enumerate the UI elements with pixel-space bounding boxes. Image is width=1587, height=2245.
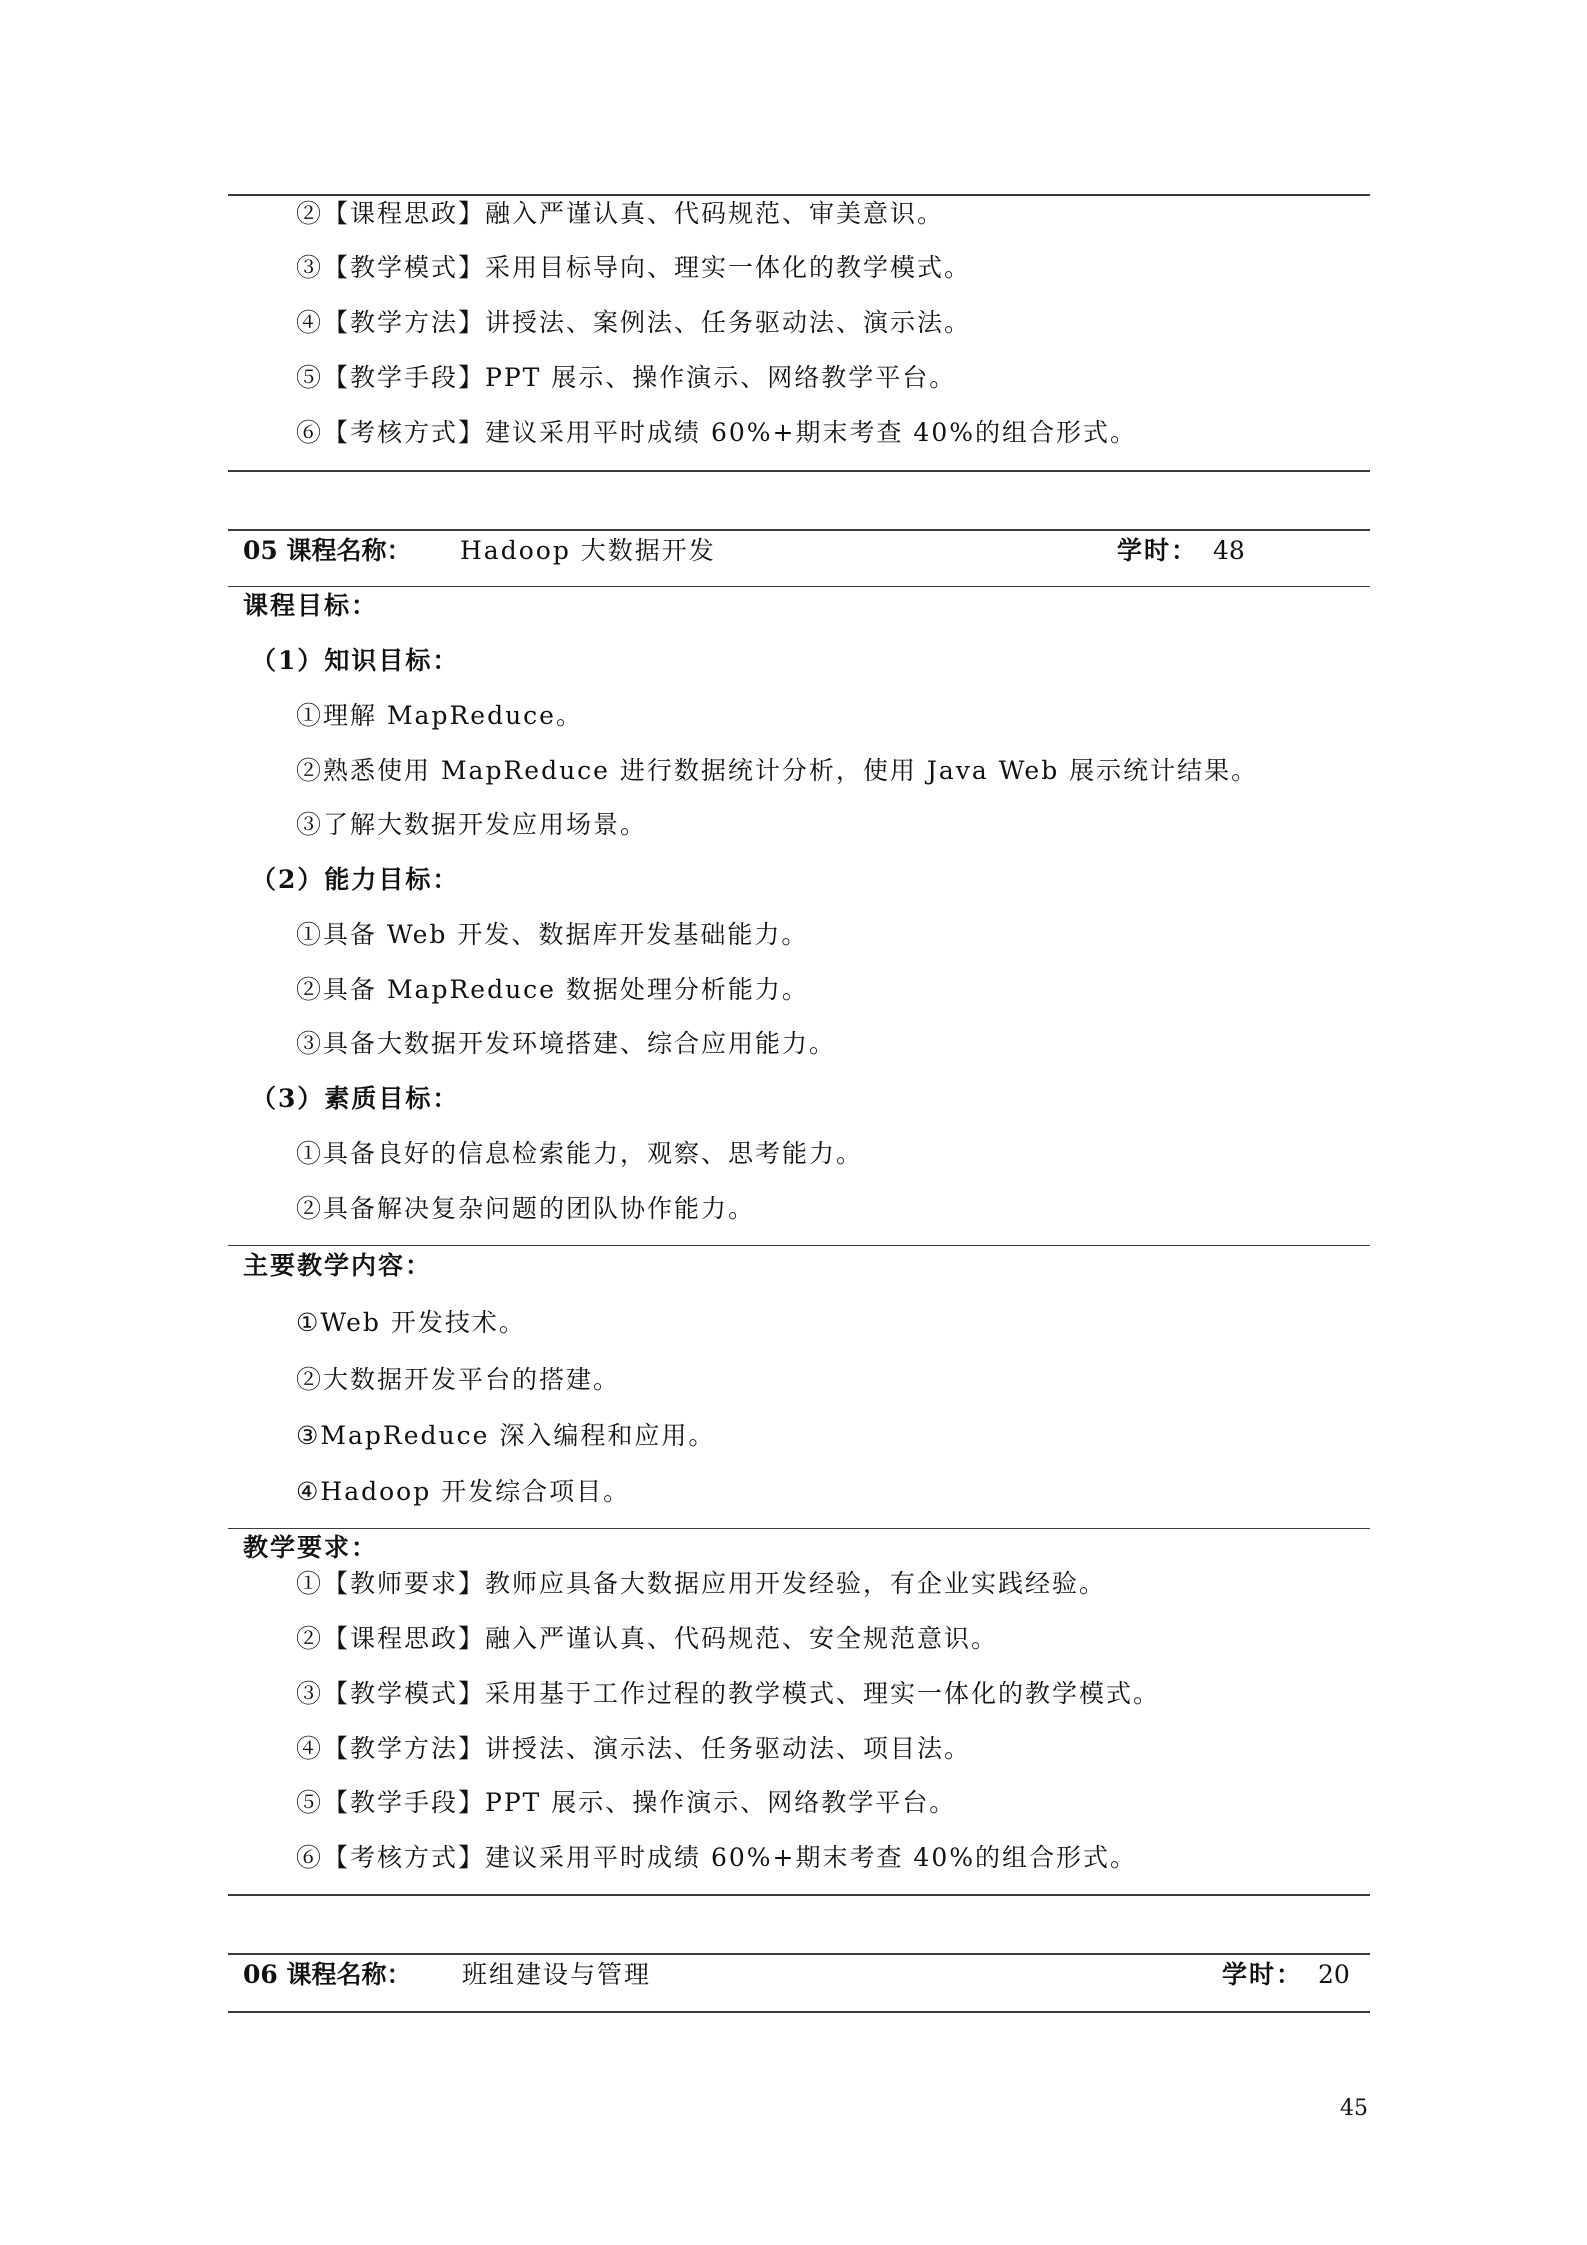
list-item: ④【教学方法】讲授法、案例法、任务驱动法、演示法。 — [296, 308, 972, 337]
course06-hours-label: 学时： — [1222, 1960, 1304, 1989]
course05-name: Hadoop 大数据开发 — [460, 536, 716, 565]
list-item: ②熟悉使用 MapReduce 进行数据统计分析，使用 Java Web 展示统计结果。 — [296, 756, 1259, 785]
list-item: ⑤【教学手段】PPT 展示、操作演示、网络教学平台。 — [296, 1788, 957, 1817]
course05-label: 05 课程名称： — [243, 536, 412, 565]
list-item: ③【教学模式】采用基于工作过程的教学模式、理实一体化的教学模式。 — [296, 1679, 1161, 1708]
list-item: ⑥【考核方式】建议采用平时成绩 60%+期末考查 40%的组合形式。 — [296, 1843, 1137, 1872]
list-item: ④【教学方法】讲授法、演示法、任务驱动法、项目法。 — [296, 1734, 972, 1763]
list-item: ①具备良好的信息检索能力，观察、思考能力。 — [296, 1139, 864, 1168]
rule-course06-header-bottom — [228, 2011, 1370, 2013]
course05-requirements-title: 教学要求： — [243, 1533, 379, 1562]
quality-goals-title: （3）素质目标： — [251, 1084, 460, 1113]
list-item: ③了解大数据开发应用场景。 — [296, 810, 648, 839]
list-item: ③【教学模式】采用目标导向、理实一体化的教学模式。 — [296, 253, 972, 282]
list-item: ②【课程思政】融入严谨认真、代码规范、安全规范意识。 — [296, 1624, 999, 1653]
rule-content-end — [228, 1528, 1370, 1529]
list-item: ④Hadoop 开发综合项目。 — [296, 1477, 631, 1506]
course05-hours: 48 — [1213, 536, 1245, 565]
course05-goals-title: 课程目标： — [243, 591, 379, 620]
knowledge-goals-title: （1）知识目标： — [251, 646, 460, 675]
list-item: ②【课程思政】融入严谨认真、代码规范、审美意识。 — [296, 199, 945, 228]
list-item: ③MapReduce 深入编程和应用。 — [296, 1421, 716, 1450]
list-item: ①Web 开发技术。 — [296, 1308, 526, 1337]
list-item: ②具备 MapReduce 数据处理分析能力。 — [296, 975, 809, 1004]
list-item: ①【教师要求】教师应具备大数据应用开发经验，有企业实践经验。 — [296, 1569, 1107, 1598]
list-item: ⑤【教学手段】PPT 展示、操作演示、网络教学平台。 — [296, 363, 957, 392]
rule-course06-header-top — [228, 1953, 1370, 1955]
list-item: ③具备大数据开发环境搭建、综合应用能力。 — [296, 1029, 837, 1058]
rule-course05-end — [228, 1894, 1370, 1896]
rule-top — [228, 194, 1370, 196]
rule-goals-end — [228, 1245, 1370, 1246]
course05-hours-label: 学时： — [1117, 536, 1199, 565]
list-item: ⑥【考核方式】建议采用平时成绩 60%+期末考查 40%的组合形式。 — [296, 418, 1137, 447]
list-item: ②具备解决复杂问题的团队协作能力。 — [296, 1194, 756, 1223]
list-item: ①具备 Web 开发、数据库开发基础能力。 — [296, 920, 809, 949]
ability-goals-title: （2）能力目标： — [251, 865, 460, 894]
list-item: ①理解 MapReduce。 — [296, 701, 583, 730]
rule-course05-header-bottom — [228, 586, 1370, 587]
rule-course05-header-top — [228, 529, 1370, 531]
page-number: 45 — [1340, 2096, 1368, 2121]
course06-name: 班组建设与管理 — [462, 1960, 652, 1989]
course06-label: 06 课程名称： — [243, 1960, 412, 1989]
course06-hours: 20 — [1318, 1960, 1350, 1989]
list-item: ②大数据开发平台的搭建。 — [296, 1365, 621, 1394]
rule-top-block-end — [228, 470, 1370, 472]
course05-content-title: 主要教学内容： — [243, 1251, 433, 1280]
